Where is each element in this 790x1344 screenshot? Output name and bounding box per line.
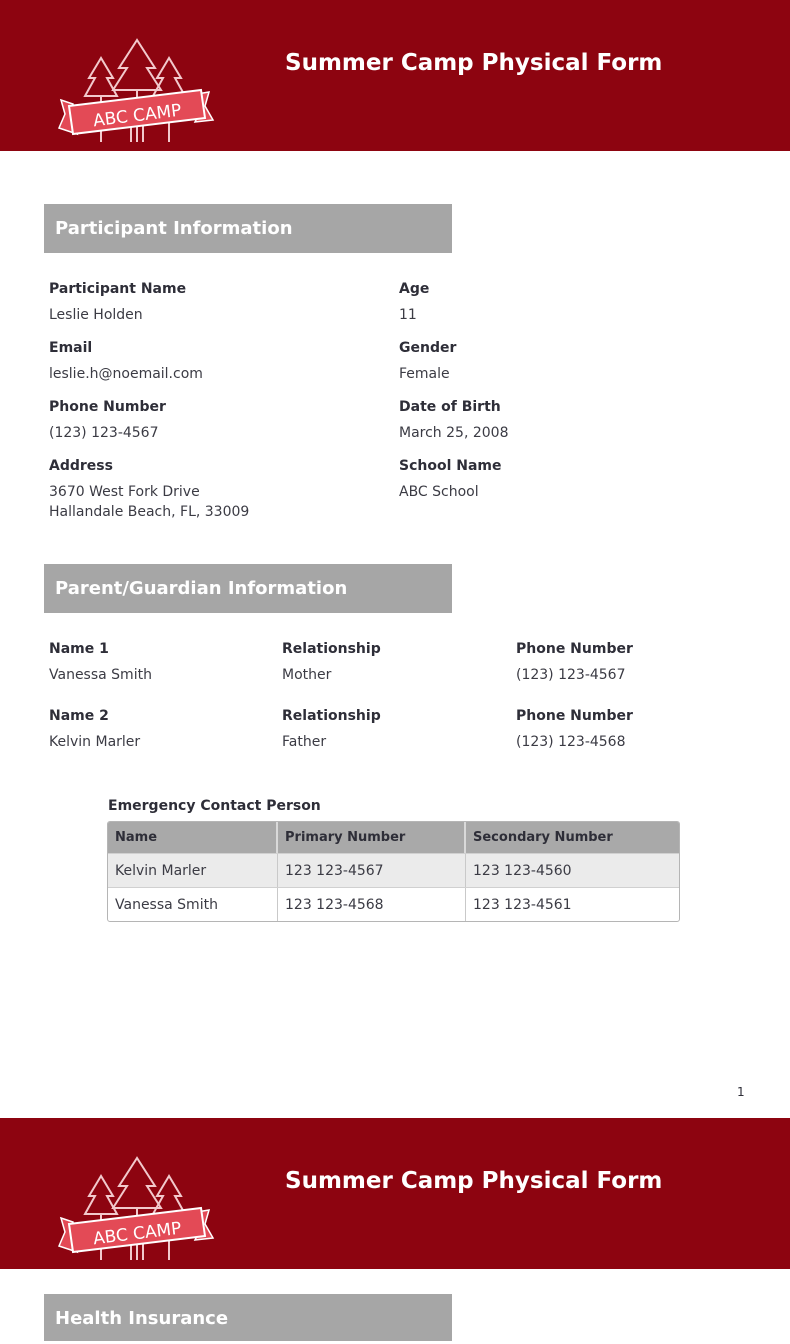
guardian2-phone-value: (123) 123-4568 (516, 734, 626, 750)
camp-logo (55, 38, 215, 146)
table-row (108, 853, 679, 887)
email-value: leslie.h@noemail.com (49, 366, 203, 382)
table-cell: 123 123-4560 (473, 862, 572, 879)
dob-label: Date of Birth (399, 399, 501, 415)
dob-value: March 25, 2008 (399, 425, 509, 441)
gender-value: Female (399, 366, 450, 382)
guardian1-name-value: Vanessa Smith (49, 667, 152, 683)
section-health-insurance: Health Insurance (44, 1294, 452, 1341)
phone-label: Phone Number (49, 399, 166, 415)
column-header-secondary-number: Secondary Number (473, 830, 613, 845)
guardian1-phone-value: (123) 123-4567 (516, 667, 626, 683)
address-line1: 3670 West Fork Drive (49, 484, 200, 500)
guardian2-phone-label: Phone Number (516, 708, 633, 724)
gender-label: Gender (399, 340, 457, 356)
guardian2-name-label: Name 2 (49, 708, 109, 724)
camp-logo (55, 1156, 215, 1264)
table-cell: 123 123-4568 (278, 888, 466, 921)
page-number: 1 (737, 1085, 745, 1099)
guardian2-name-value: Kelvin Marler (49, 734, 141, 750)
page-header (0, 0, 790, 151)
participant-name-value: Leslie Holden (49, 307, 143, 323)
table-cell: Kelvin Marler (108, 854, 278, 887)
form-title: Summer Camp Physical Form (285, 50, 663, 76)
form-title: Summer Camp Physical Form (285, 1168, 663, 1194)
page-header (0, 1118, 790, 1269)
column-header-name: Name (108, 822, 278, 853)
table-cell: Vanessa Smith (108, 888, 278, 921)
address-line2: Hallandale Beach, FL, 33009 (49, 504, 250, 520)
guardian1-phone-label: Phone Number (516, 641, 633, 657)
school-label: School Name (399, 458, 502, 474)
guardian1-relationship-value: Mother (282, 667, 332, 683)
email-label: Email (49, 340, 93, 356)
column-header-primary-number: Primary Number (278, 822, 466, 853)
section-participant-information: Participant Information (44, 204, 452, 253)
phone-value: (123) 123-4567 (49, 425, 159, 441)
school-value: ABC School (399, 484, 479, 500)
emergency-contact-caption: Emergency Contact Person (108, 798, 321, 814)
table-cell: 123 123-4567 (278, 854, 466, 887)
table-row (108, 887, 679, 921)
guardian2-relationship-label: Relationship (282, 708, 381, 724)
table-cell: 123 123-4561 (473, 896, 572, 913)
table-header-row (108, 822, 679, 853)
guardian1-relationship-label: Relationship (282, 641, 381, 657)
guardian1-name-label: Name 1 (49, 641, 109, 657)
svg-text:ABC CAMP: ABC CAMP (92, 1218, 183, 1250)
emergency-contact-table (107, 821, 680, 922)
section-guardian-information: Parent/Guardian Information (44, 564, 452, 613)
participant-name-label: Participant Name (49, 281, 187, 297)
age-value: 11 (399, 307, 417, 323)
address-label: Address (49, 458, 113, 474)
svg-text:ABC CAMP: ABC CAMP (92, 100, 183, 132)
guardian2-relationship-value: Father (282, 734, 327, 750)
age-label: Age (399, 281, 430, 297)
